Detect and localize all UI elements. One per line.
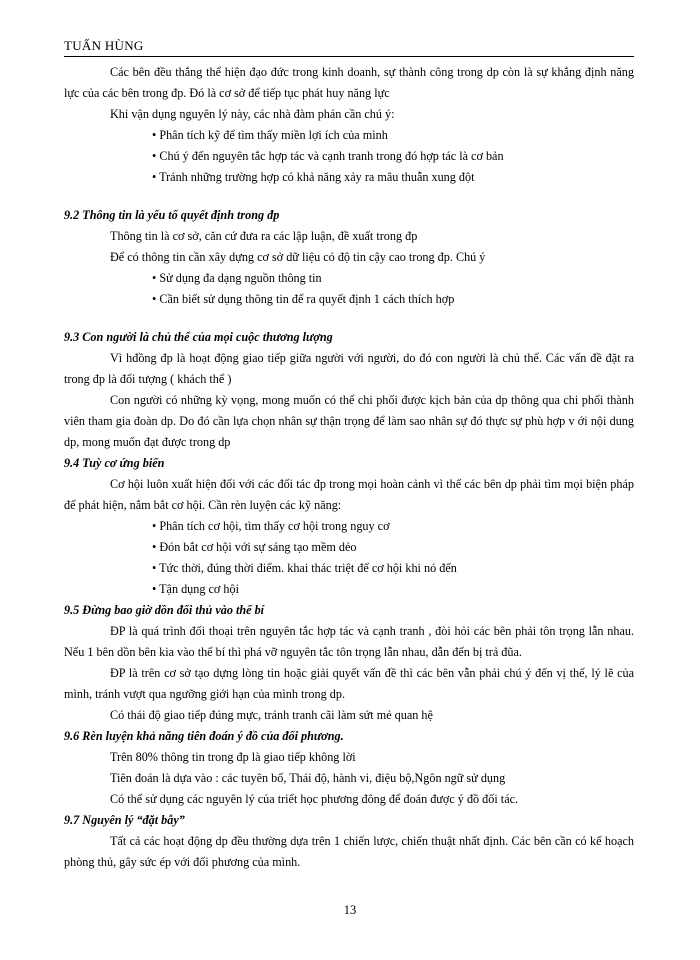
section-heading-9-6: 9.6 Rèn luyện khả năng tiên đoán ý đồ của đối phương. [64, 729, 344, 743]
paragraph: Để có thông tin cần xây dựng cơ sở dữ liệu có độ tin cậy cao trong đp. Chú ý [110, 250, 486, 264]
bullet-item: • Tức thời, đúng thời điểm. khai thác triệt để cơ hội khi nó đến [152, 561, 457, 575]
paragraph: Thông tin là cơ sở, căn cứ đưa ra các lập luận, đề xuất trong đp [110, 229, 418, 243]
page-body [64, 62, 634, 873]
paragraph: Tiên đoán là dựa vào : các tuyên bố, Thái độ, hành vi, điệu bộ,Ngôn ngữ sử dụng [110, 771, 506, 785]
paragraph: Tất cả các hoạt động dp đều thường dựa trên 1 chiến lược, chiến thuật nhất định. Các bên cần có kế hoạch phòng thủ, gây sức ép với đối phương của mình. [64, 834, 634, 869]
bullet-item: • Phân tích kỹ để tìm thấy miền lợi ích của mình [152, 128, 388, 142]
paragraph: Các bên đều thắng thể hiện đạo đức trong kinh doanh, sự thành công trong dp còn là sự khẳng định năng lực của các bên trong đp. Đó là cơ sở để tiếp tục phát huy năng lực [64, 65, 634, 100]
paragraph: Cơ hội luôn xuất hiện đối với các đối tác đp trong mọi hoàn cảnh vì thế các bên dp phải tìm mọi biện pháp để phát hiện, nắm bắt cơ hội. Cần rèn luyện các kỹ năng: [64, 477, 634, 512]
header-rule [64, 56, 634, 57]
bullet-item: • Tận dụng cơ hội [152, 582, 239, 596]
running-header: TUẤN HÙNG [64, 38, 144, 53]
paragraph: Con người có những kỳ vọng, mong muốn có thể chi phối được kịch bản của dp thông qua chi phối thành viên tham gia đoàn dp. Do đó cần lựa chọn nhân sự thận trọng để làm sao nhân sự đó thực sự phù hợp v ới nội dung dp, mong muốn đạt được trong dp [64, 393, 634, 449]
bullet-item: • Tránh những trường hợp có khả năng xảy ra mâu thuẫn xung đột [152, 170, 475, 184]
paragraph: Khi vận dụng nguyên lý này, các nhà đàm phán cần chú ý: [110, 107, 395, 121]
section-heading-9-3: 9.3 Con người là chủ thể của mọi cuộc thương lượng [64, 330, 333, 344]
paragraph: Có thái độ giao tiếp đúng mực, tránh tranh cãi làm sứt mẻ quan hệ [110, 708, 433, 722]
bullet-item: • Sử dụng đa dạng nguồn thông tin [152, 271, 322, 285]
paragraph: Trên 80% thông tin trong đp là giao tiếp không lời [110, 750, 356, 764]
paragraph: ĐP là quá trình đối thoại trên nguyên tắc hợp tác và cạnh tranh , đòi hỏi các bên phải tôn trọng lẫn nhau. Nếu 1 bên dồn bên kia vào thế bí thì phá vỡ nguyên tắc tôn trọng lẫn nhau, dẫn đến bị trả đũa. [64, 624, 634, 659]
section-heading-9-5: 9.5 Đừng bao giờ dồn đối thủ vào thế bí [64, 603, 265, 617]
paragraph: Có thể sử dụng các nguyên lý của triết học phương đông để đoán được ý đồ đối tác. [110, 792, 519, 806]
bullet-item: • Phân tích cơ hội, tìm thấy cơ hội trong nguy cơ [152, 519, 390, 533]
paragraph: Vì hđồng đp là hoạt động giao tiếp giữa người với người, do đó con người là chủ thể. Các vấn đề đặt ra trong đp là đối tượng ( khách thể ) [64, 351, 634, 386]
section-heading-9-4: 9.4 Tuỳ cơ ứng biến [64, 456, 165, 470]
page-number: 13 [343, 903, 357, 917]
section-heading-9-7: 9.7 Nguyên lý “đặt bẫy” [64, 813, 185, 827]
bullet-item: • Cần biết sử dụng thông tin để ra quyết định 1 cách thích hợp [152, 292, 455, 306]
bullet-item: • Đón bắt cơ hội với sự sáng tạo mềm dẻo [152, 540, 357, 554]
bullet-item: • Chú ý đến nguyên tắc hợp tác và cạnh tranh trong đó hợp tác là cơ bản [152, 149, 504, 163]
paragraph: ĐP là trên cơ sở tạo dựng lòng tin hoặc giải quyết vấn đề thì các bên vẫn phải chú ý đến vị thế, lý lẽ của mình, tránh vượt qua ngưỡng giới hạn của mình trong dp. [64, 666, 634, 701]
section-heading-9-2: 9.2 Thông tin là yếu tố quyết định trong đp [64, 208, 280, 222]
